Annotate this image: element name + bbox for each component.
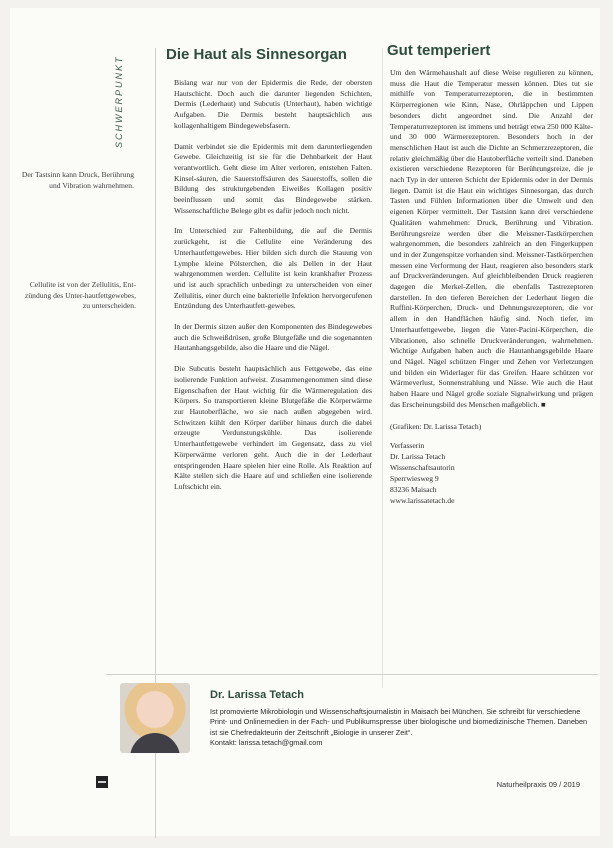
author-name: Dr. Larissa Tetach (210, 689, 304, 701)
paragraph: Die Subcutis besteht hauptsächlich aus Fettgewebe, das eine isolierende Funktion aufweist. Zusammengenommen sind diese Eigenschaften der Haut wichtig für die Wärmeregulation des Körpers. So transportieren kleine Blutgefäße die Körperwärme zur Hautoberfläche, wo sie nach außen abgegeben wird. Schwitzen kühlt den Körper darüber hinaus durch die dabei erzeugte Verdunstungskühle. Das isolierende Unterhautfettgewebe verhindert im Gegensatz, dass zu viel Körperwärme verloren geht. Auch die in der Lederhaut entspringenden Haare spielen hier eine Rolle. Als Reaktion auf Kälte stellen sich die Haare auf und schließen eine isolierende Luftschicht ein. (174, 364, 372, 491)
footer-magazine: Naturheilpraxis 09 / 2019 (496, 780, 580, 789)
paragraph: Um den Wärmehaushalt auf diese Weise regulieren zu können, muss die Haut die Temperatur messen können. Dies tut sie mithilfe von Temperaturrezeptoren, die in bestimmten Körperregionen wie Kinn, Nase, Ohrläppchen und Lippen besonders dicht angeordnet sind. Die Anzahl der Temperaturrezeptoren ist immens und beträgt etwa 250 000 Kälte- und 30 000 Wärmerezeptoren. Besonders hoch in der menschlichen Haut ist auch die Dichte an Schmerzrezeptoren, die relativ gleichmäßig über die Hautoberfläche verteilt sind. Daneben existieren verschiedene Rezeptoren für Berührungsreize, die je nach Typ in der unteren Schicht der Epidermis oder in der Dermis liegen. Damit ist die Haut ein wichtiges Sinnesorgan, das durch Tasten und Fühlen Informationen über die Umwelt und den eigenen Körper vermittelt. Der Tastsinn kann drei verschiedene Qualitäten wahrnehmen: Druck, Berührung und Vibration. Berührungsreize werden über die Meissner-Tastkörperchen wahrgenommen, die besonders zahlreich an den Fingerkuppen und in der Zungenspitze vorhanden sind. Meissner-Tastkörperchen messen eine Verformung der Haut, reagieren also besonders stark auf Druckveränderungen. Auf gleichbleibenden Druck reagieren dagegen die Merkel-Zellen, die ebenfalls Tastrezeptoren darstellen. In den tieferen Bereichen der Lederhaut liegen die Ruffini-Körperchen, Druck- und Dehnungsrezeptoren, die vor allem in den Handflächen häufig sind. Noch tiefer, im Unterhautfettgewebe, liegen die Vater-Pacini-Körperchen, die Vibrationen, also schnelle Druckveränderungen, wahrnehmen. Wichtige Aufgaben haben auch die Hautanhangsgebilde Haare und Nägel. Nägel schützen Finger und Zehen vor Verletzungen und bilden ein Widerlager für das Greifen. Haare schützen vor Wärmeverlust, Sonnenstrahlung und Nässe. Wie auch die Haut haben Haare und Nägel große soziale Signalwirkung und prägen das Erscheinungsbild des Menschen maßgeblich. ■ (390, 68, 593, 409)
paragraph: Damit verbindet sie die Epidermis mit dem darunterliegenden Gewebe. Gleichzeitig ist sie für die Dehnbarkeit der Haut verantwortlich. Geht diese im Alter verloren, entstehen Falten. Kinsel-säuren, die Sauerstoffsäuren des Sauerstoffs, sollen die Bildung des strukturgebenden Eiweißes Kollagen positiv beeinflussen und somit das Bindegewebe stärken. Wissenschaftliche Belege gibt es dafür jedoch noch nicht. (174, 141, 372, 215)
margin-note: Cellulite ist von der Zellulitis, Ent-zündung des Unter-hautfettgewebes, zu unterscheiden. (25, 280, 136, 310)
author-bio-text: Ist promovierte Mikrobiologin und Wissenschaftsjournalistin in Maisach bei München. Sie schreibt für verschiedene Print- und Onlinemedien in der Fach- und Publikumspresse über biologische und biomedizinische Themen. Daneben ist sie Chefredakteurin der Zeitschrift „Biologie in unserer Zeit“. (210, 707, 588, 737)
author-bio (210, 707, 595, 749)
address-line: Dr. Larissa Tetach (390, 451, 446, 461)
side-column (390, 68, 593, 506)
paragraph: In der Dermis sitzen außer den Komponenten des Bindegewebes auch die Schweißdrüsen, große Blutgefäße und die sogenannten Hautanhangsgebilde, also die Haare und die Nägel. (174, 322, 372, 353)
website-link[interactable]: www.larissatetach.de (390, 495, 455, 505)
sidebar-title: Gut temperiert (387, 42, 491, 59)
magazine-logo-icon (96, 776, 108, 788)
author-box (106, 674, 598, 789)
author-photo-shoulders (130, 733, 180, 753)
margin-note: Der Tastsinn kann Druck, Berührung und Vibration wahrnehmen. (21, 170, 134, 190)
address-line: Wissenschaftsautorin (390, 462, 455, 472)
graphics-credit: (Grafiken: Dr. Larissa Tetach) (390, 421, 482, 431)
paragraph: Im Unterschied zur Faltenbildung, die auf die Dermis zurückgeht, ist die Cellulite eine Veränderung des Unterhautfettgewebes. Hier bilden sich durch die Stauung von Lymphe kleine Pölsterchen, die als Dellen in der Haut wahrgenommen werden. Cellulite ist kein krankhafter Prozess und ist auch sprachlich unbedingt zu unterscheiden von einer Zellulitis, einer durch eine bakterielle Infektion hervorgerufenen Entzündung des Unterhautfett-gewebes. (174, 226, 372, 311)
article-title: Die Haut als Sinnesorgan (166, 46, 347, 63)
author-contact[interactable]: Kontakt: larissa.tetach@gmail.com (210, 738, 323, 748)
author-label: Verfasserin (390, 440, 425, 450)
address-line: 83236 Maisach (390, 484, 437, 494)
section-label: SCHWERPUNKT (114, 55, 124, 148)
paragraph: Bislang war nur von der Epidermis die Rede, der obersten Hautschicht. Doch auch die darunter liegenden Schichten, Dermis (Lederhaut) und Subcutis (Unterhaut), haben wichtige Aufgaben. Die Dermis besteht hauptsächlich aus kollagenhaltigem Bindegewebsfasern. (174, 78, 372, 130)
main-column (174, 78, 372, 503)
magazine-page (10, 8, 600, 836)
address-line: Sperrwiesweg 9 (390, 473, 439, 483)
author-photo (120, 683, 190, 753)
column-divider-secondary (382, 48, 383, 688)
